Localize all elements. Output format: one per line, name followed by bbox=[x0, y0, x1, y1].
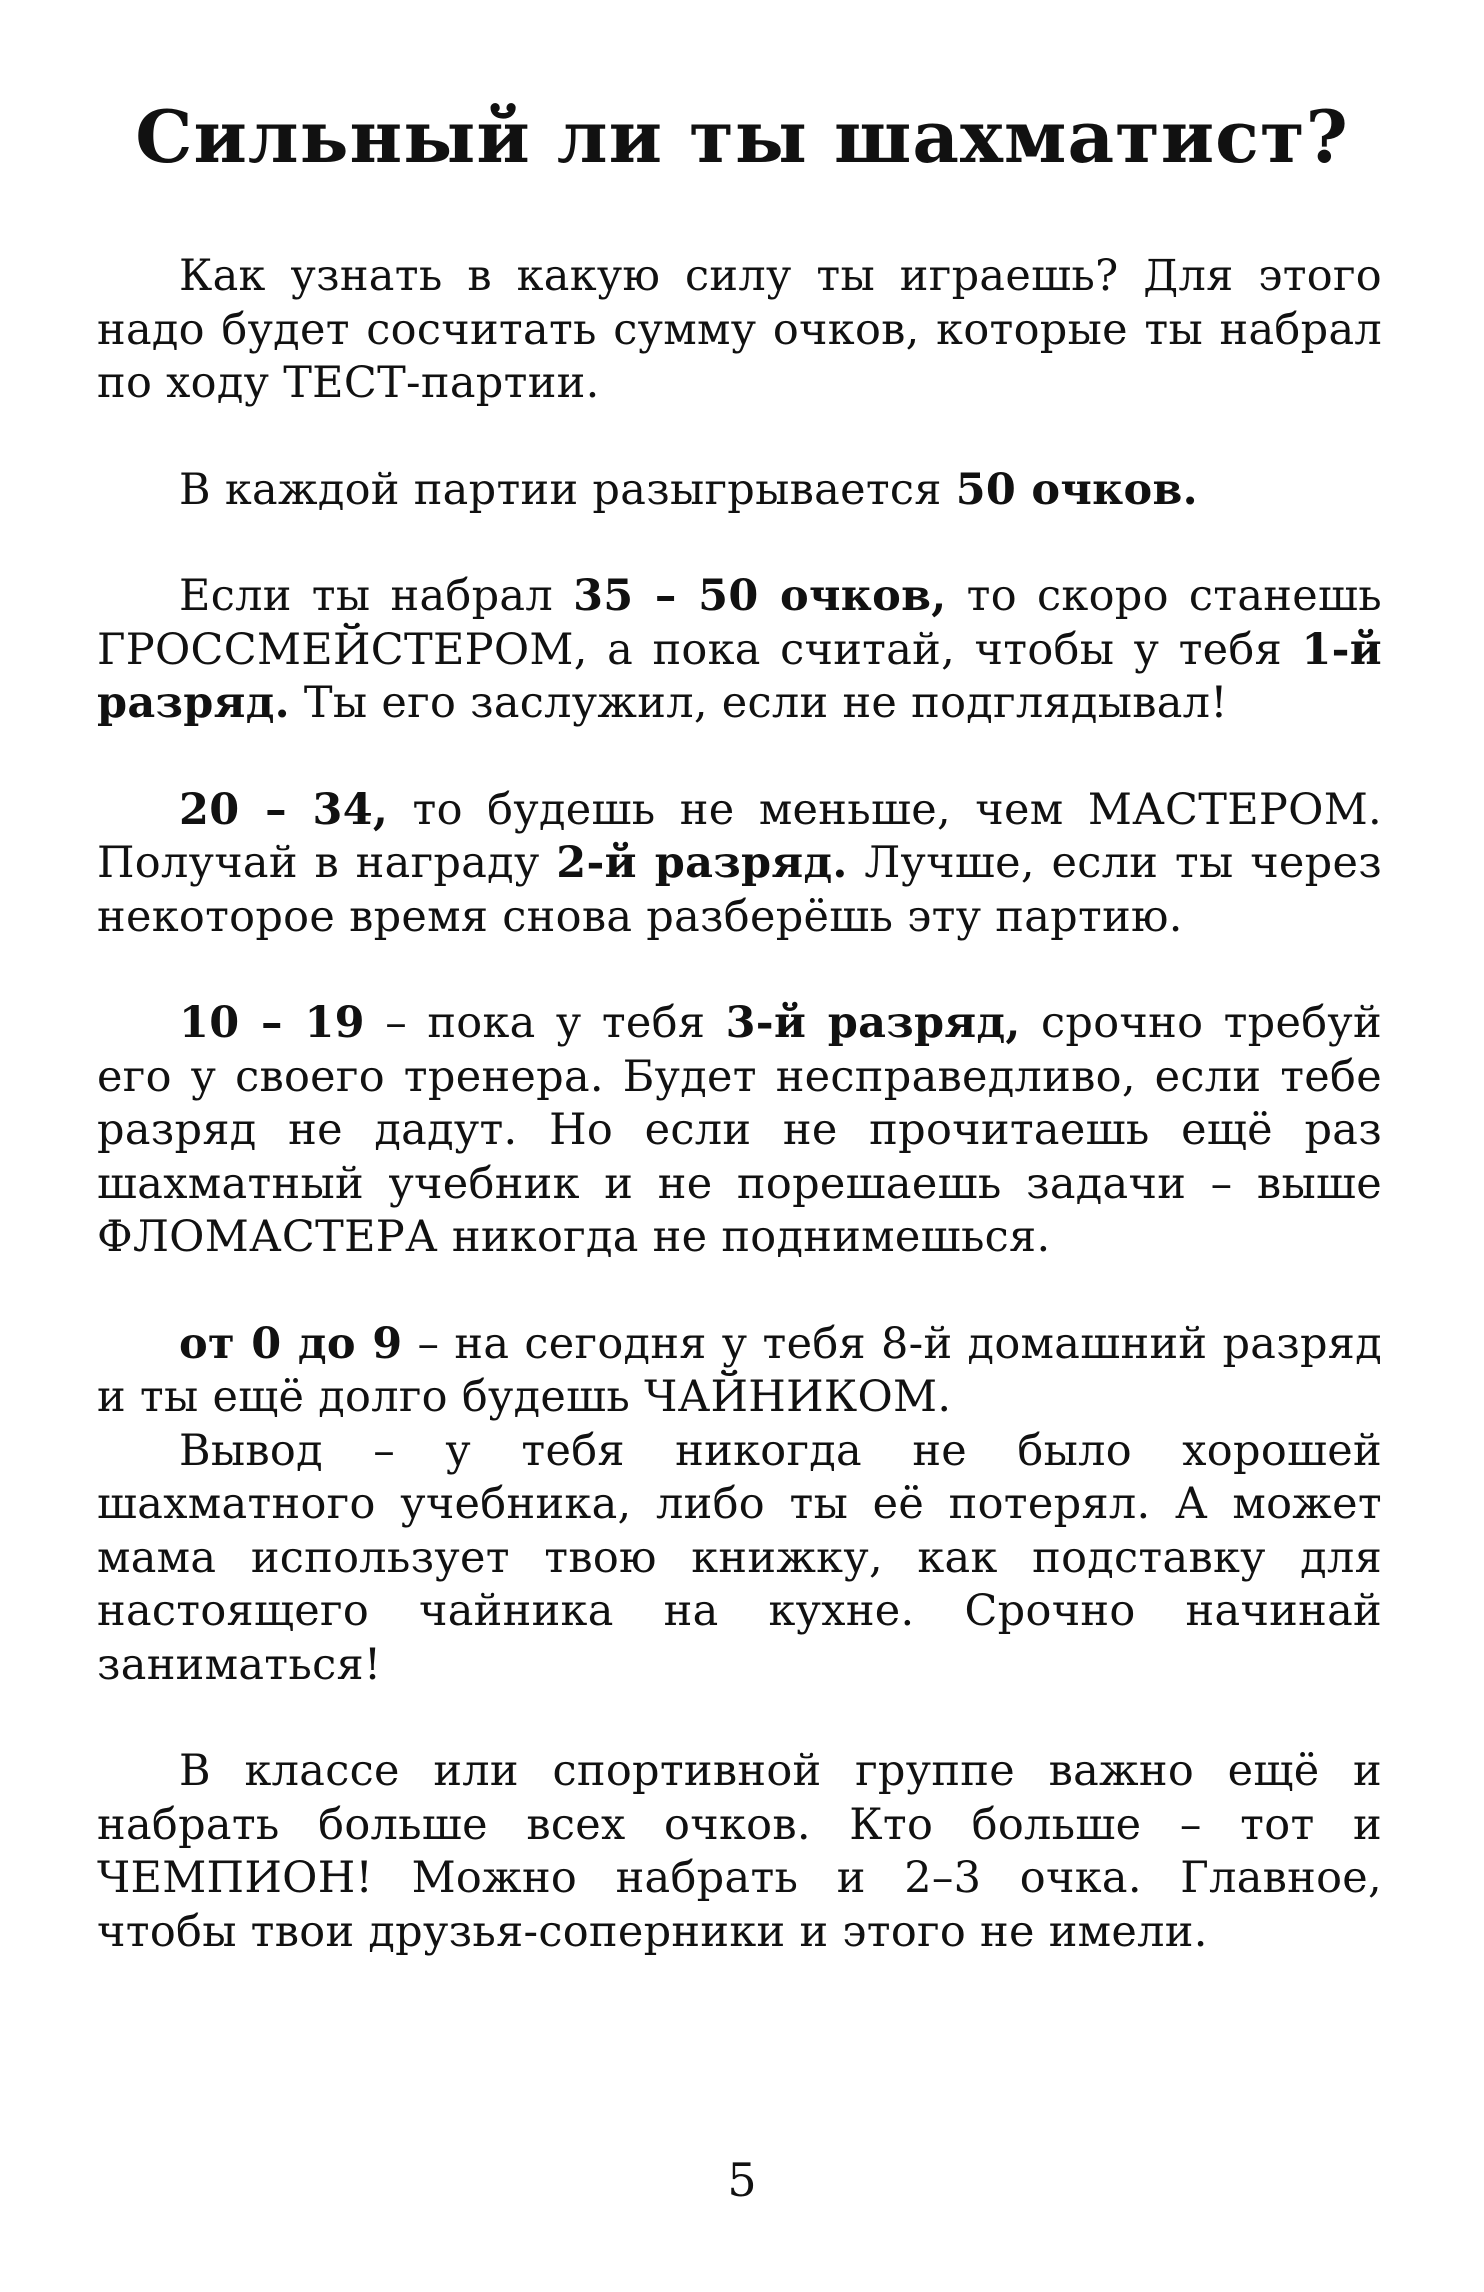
paragraph-class-group bbox=[97, 1745, 1382, 1959]
page-body bbox=[97, 250, 1382, 1959]
bold-text: 35 – 50 очков, bbox=[573, 571, 947, 621]
paragraph-text: Если ты набрал bbox=[179, 571, 574, 621]
bold-text: 20 – 34, bbox=[179, 784, 389, 835]
paragraph-intro bbox=[97, 250, 1382, 411]
page-title: Сильный ли ты шахматист? bbox=[135, 94, 1349, 179]
bold-text: 3-й разряд, bbox=[725, 998, 1021, 1048]
paragraph-text: Вывод – у тебя никогда не было хорошей шахматного учебника, либо ты её потерял. А может мама использует твою книжку, как подставку для настоящего чайника на кухне. Срочно начинай заниматься! bbox=[97, 1425, 1382, 1690]
paragraph-text: Лучше, если ты через некоторое время снова разберёшь эту партию. bbox=[97, 838, 1382, 942]
paragraph-text: В каждой партии разыгрывается bbox=[179, 464, 956, 515]
paragraph-score-35-50 bbox=[97, 570, 1382, 731]
paragraph-score-0-9 bbox=[97, 1318, 1382, 1425]
paragraph-conclusion bbox=[97, 1425, 1382, 1693]
bold-text: 2-й разряд. bbox=[556, 838, 848, 888]
page-number: 5 bbox=[727, 2153, 757, 2207]
paragraph-text: Как узнать в какую силу ты играешь? Для этого надо будет сосчитать сумму очков, которые ты набрал по ходу ТЕСТ-партии. bbox=[97, 251, 1382, 408]
paragraph-text: то будешь не меньше, чем МАСТЕРОМ. Получай в награду bbox=[97, 784, 1382, 888]
paragraph-text: Ты его заслужил, если не подглядывал! bbox=[289, 678, 1228, 728]
paragraph-text: срочно требуй его у своего тренера. Будет несправедливо, если тебе разряд не дадут. Но если не прочитаешь ещё раз шахматный учебник и не порешаешь задачи – выше ФЛОМАСТЕРА никогда не поднимешься. bbox=[97, 998, 1382, 1262]
bold-text: от 0 до 9 bbox=[179, 1318, 403, 1369]
bold-text: 10 – 19 bbox=[179, 998, 365, 1048]
paragraph-points-total bbox=[97, 464, 1382, 518]
paragraph-text: – на сегодня у тебя 8-й домашний разряд и ты ещё долго будешь ЧАЙНИКОМ. bbox=[97, 1318, 1382, 1422]
paragraph-text: то скоро станешь ГРОССМЕЙСТЕРОМ, а пока считай, чтобы у тебя bbox=[97, 571, 1382, 675]
paragraph-text: В классе или спортивной группе важно ещё и набрать больше всех очков. Кто больше – тот и ЧЕМПИОН! Можно набрать и 2–3 очка. Главное, чтобы твои друзья-соперники и этого не имели. bbox=[97, 1746, 1382, 1957]
bold-text: 50 очков. bbox=[955, 464, 1198, 515]
paragraph-score-20-34 bbox=[97, 784, 1382, 945]
paragraph-text: – пока у тебя bbox=[364, 998, 726, 1048]
paragraph-score-10-19 bbox=[97, 997, 1382, 1265]
bold-text: 1-й разряд. bbox=[97, 624, 1382, 728]
